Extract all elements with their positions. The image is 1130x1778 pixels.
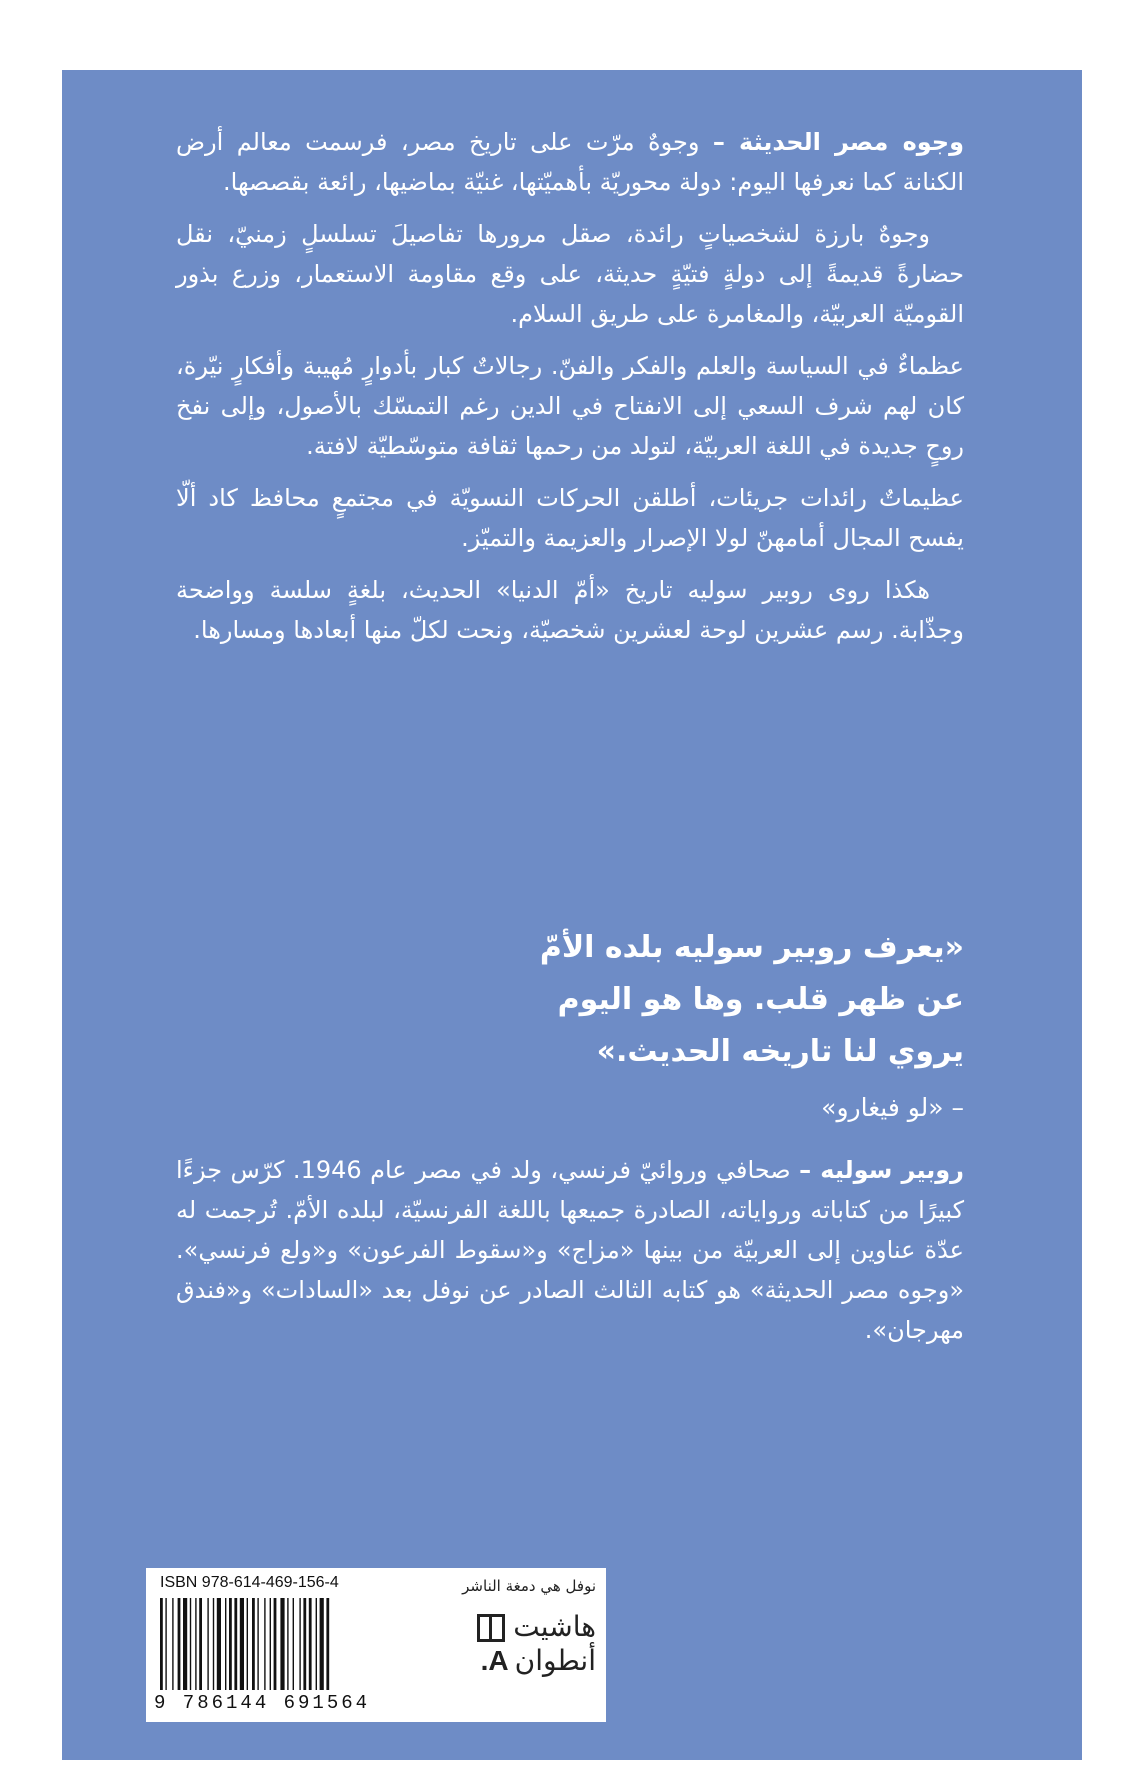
quote-line-1: «يعرف روبير سوليه بلده الأمّ [539,930,964,965]
author-bio-text: صحافي وروائيّ فرنسي، ولد في مصر عام 1946. كرّس جزءًا كبيرًا من كتاباته ورواياته، الصادرة جميعها باللغة الفرنسيّة، لبلده الأمّ. تُرجمت له عدّة عناوين إلى العربيّة من بينها «مزاج» و«سقوط الفرعون» و«ولع فرنسي». «وجوه مصر الحديثة» هو كتابه الثالث الصادر عن نوفل بعد «السادات» و«فندق مهرجان». [176,1156,964,1344]
publisher-brand-antoine: أنطوان [514,1644,596,1677]
hachette-logo-icon [477,1614,505,1642]
quote-source: – «لو فيغارو» [821,1093,964,1122]
quote-line-3: يروي لنا تاريخه الحديث.» [596,1034,964,1069]
quote-line-2: عن ظهر قلب. وها هو اليوم [557,982,964,1017]
imprint-note: نوفل هي دمغة الناشر [462,1577,596,1595]
blurb [176,122,964,662]
publisher-imprint [396,1576,596,1678]
publisher-brand-hachette: هاشيت [513,1610,596,1643]
isbn-text: ISBN 978-614-469-156-4 [160,1574,339,1591]
back-cover [62,70,1082,1760]
antoine-logo-icon: A. [480,1645,509,1676]
blurb-paragraph-2: وجوهٌ بارزة لشخصياتٍ رائدة، صقل مرورها تفاصيلَ تسلسلٍ زمنيّ، نقل حضارةً قديمةً إلى دولةٍ فتيّةٍ حديثة، على وقع مقاومة الاستعمار، وزرع بذور القوميّة العربيّة، والمغامرة على طريق السلام. [176,220,964,328]
blurb-paragraph-4: عظيماتٌ رائدات جريئات، أطلقن الحركات النسويّة في مجتمعٍ محافظ كاد ألّا يفسح المجال أمامهنّ لولا الإصرار والعزيمة والتميّز. [176,484,964,552]
blurb-book-title: وجوه مصر الحديثة – [712,128,965,156]
barcode-icon [160,1598,360,1690]
blurb-paragraph-3: عظماءٌ في السياسة والعلم والفكر والفنّ. رجالاتٌ كبار بأدوارٍ مُهيبة وأفكارٍ نيّرة، كان لهم شرف السعي إلى الانفتاح في الدين رغم التمسّك بالأصول، وإلى نفخ روحٍ جديدة في اللغة العربيّة، لتولد من رحمها ثقافة متوسّطيّة لافتة. [176,352,964,460]
blurb-paragraph-1 [176,122,964,202]
ean-number: 9 786144 691564 [154,1692,371,1714]
barcode-panel [146,1568,606,1722]
blurb-paragraph-1-text: وجوهٌ مرّت على تاريخ مصر، فرسمت معالم أرض الكنانة كما نعرفها اليوم: دولة محوريّة بأهميّتها، غنيّة بماضيها، رائعة بقصصها. [176,128,964,196]
author-bio-paragraph [176,1150,964,1350]
publisher-logo-line-1 [396,1610,596,1644]
author-bio [176,1150,964,1350]
press-quote [176,922,964,1134]
blurb-paragraph-5: هكذا روى روبير سوليه تاريخ «أمّ الدنيا» الحديث، بلغةٍ سلسة وواضحة وجذّابة. رسم عشرين لوحة لعشرين شخصيّة، ونحت لكلّ منها أبعادها ومسارها. [176,576,964,644]
publisher-logo-line-2 [396,1644,596,1678]
author-name: روبير سوليه – [799,1156,964,1184]
